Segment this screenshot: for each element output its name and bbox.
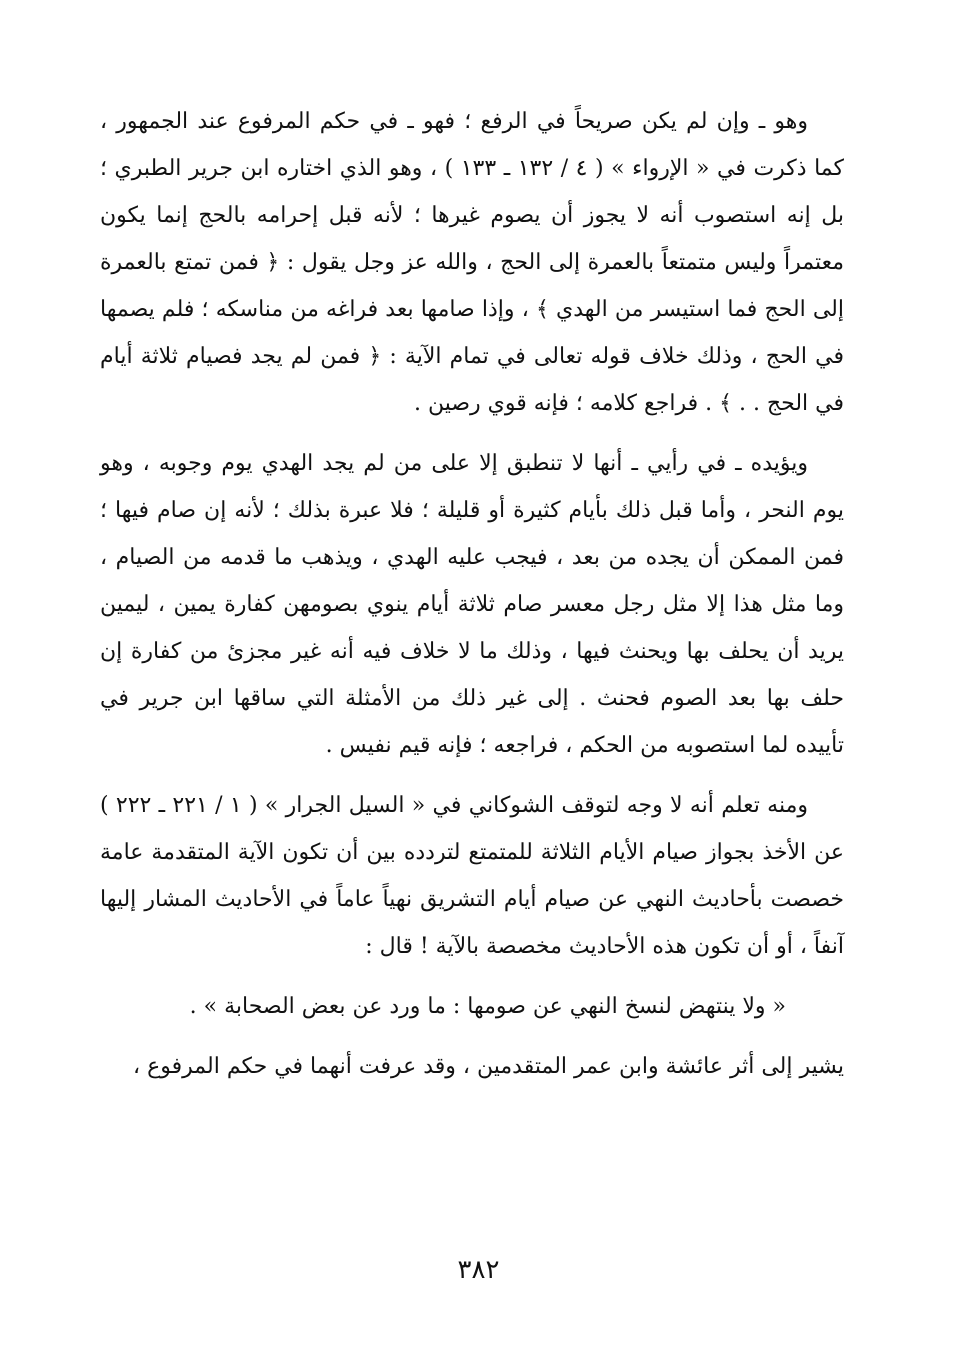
page-number: ٣٨٢: [457, 1255, 500, 1285]
paragraph-5: يشير إلى أثر عائشة وابن عمر المتقدمين ، وقد عرفت أنهما في حكم المرفوع ،: [133, 1054, 844, 1079]
paragraph-2: ويؤيده ـ في رأيي ـ أنها لا تنطبق إلا على من لم يجد الهدي يوم وجوبه ، وهو يوم النحر ، وأما قبل ذلك بأيام كثيرة أو قليلة ؛ فلا عبرة بذلك ؛ لأنه إن صام فيها ؛ فمن الممكن أن يجده من بعد ، فيجب عليه الهدي ، ويذهب ما قدمه من الصيام ، وما مثل هذا إلا مثل رجل معسر صام ثلاثة أيام ينوي بصومهن كفارة يمين ، ليمين يريد أن يحلف بها ويحنث فيها ، وذلك ما لا خلاف فيه أنه غير مجزئ من كفارة إن حلف بها بعد الصوم فحنث . إلى غير ذلك من الأمثلة التي ساقها ابن جرير في تأييده لما استصوبه من الحكم ، فراجعه ؛ فإنه قيم نفيس .: [100, 451, 844, 758]
paragraph-1: وهو ـ وإن لم يكن صريحاً في الرفع ؛ فهو ـ في حكم المرفوع عند الجمهور ، كما ذكرت في « الإرواء » ( ٤ / ١٣٢ ـ ١٣٣ ) ، وهو الذي اختاره ابن جرير الطبري ؛ بل إنه استصوب أنه لا يجوز أن يصوم غيرها ؛ لأنه قبل إحرامه بالحج إنما يكون معتمراً وليس متمتعاً بالعمرة إلى الحج ، والله عز وجل يقول : ﴿ فمن تمتع بالعمرة إلى الحج فما استيسر من الهدي ﴾ ، وإذا صامها بعد فراغه من مناسكه ؛ فلم يصمها في الحج ، وذلك خلاف قوله تعالى في تمام الآية : ﴿ فمن لم يجد فصيام ثلاثة أيام في الحج . . ﴾ . فراجع كلامه ؛ فإنه قوي رصين .: [100, 109, 844, 416]
quoted-paragraph: « ولا ينتهض لنسخ النهي عن صومها : ما ورد عن بعض الصحابة » .: [189, 994, 786, 1019]
main-text: [100, 98, 844, 1090]
paragraph-3: ومنه تعلم أنه لا وجه لتوقف الشوكاني في « السيل الجرار » ( ١ / ٢٢١ ـ ٢٢٢ ) عن الأخذ بجواز صيام الأيام الثلاثة للمتمتع لتردده بين أن تكون الآية المتقدمة عامة خصصت بأحاديث النهي عن صيام أيام التشريق نهياً عاماً في الأحاديث المشار إليها آنفاً ، أو أن تكون هذه الأحاديث مخصصة بالآية ! قال :: [100, 793, 844, 959]
